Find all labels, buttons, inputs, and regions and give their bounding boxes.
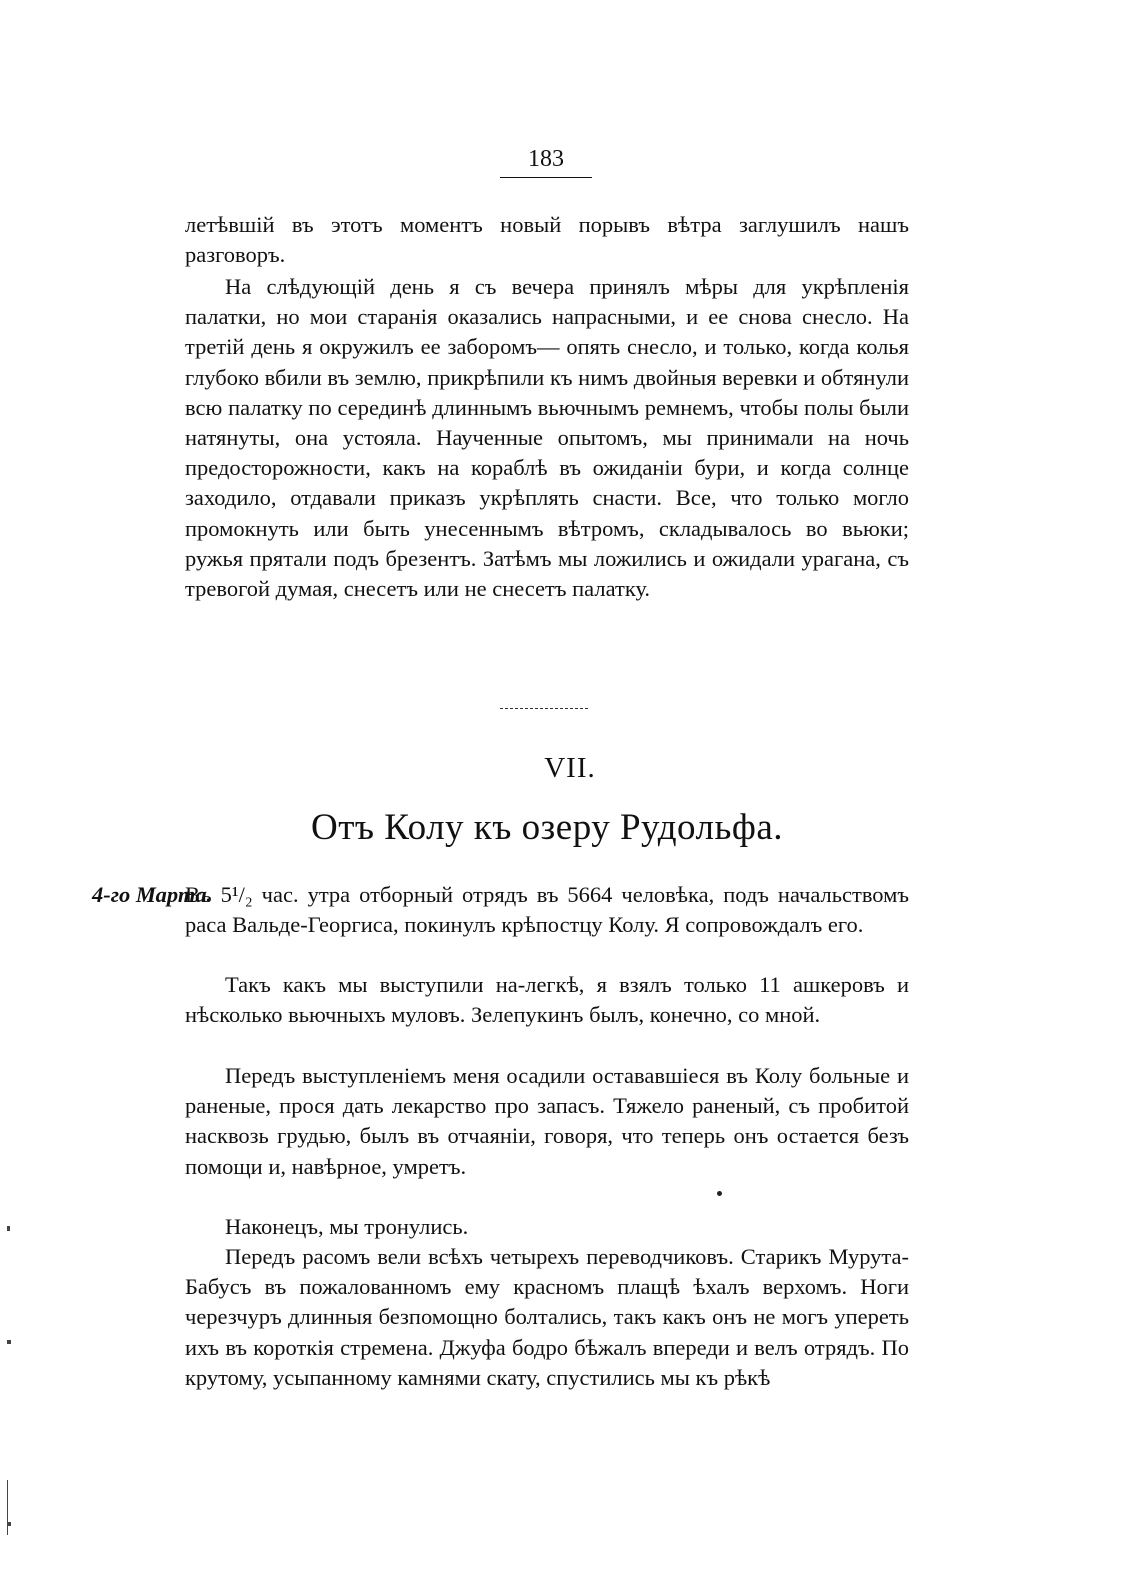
paragraph-departure <box>185 880 909 940</box>
section-separator <box>500 708 588 709</box>
margin-mark <box>7 1340 11 1344</box>
page-number: 183 <box>500 146 592 178</box>
paragraph-tent: На слѣдующій день я съ вечера принялъ мѣры для укрѣпленія палатки, но мои старанія оказались напрасными, и ее снова снесло. На третій день я окружилъ ее заборомъ— опять снесло, и только, когда колья глубоко вбили въ землю, прикрѣпили къ нимъ двойныя веревки и обтянули всю палатку по серединѣ длиннымъ вьючнымъ ремнемъ, чтобы полы были натянуты, она устояла. Наученные опытомъ, мы принимали на ночь предосторожности, какъ на кораблѣ въ ожиданіи бури, и когда солнце заходило, отдавали приказъ укрѣплять снасти. Все, что только могло промокнуть или быть унесеннымъ вѣтромъ, складывалось во вьюки; ружья прятали подъ брезентъ. Затѣмъ мы ложились и ожидали урагана, съ тревогой думая, снесетъ или не снесетъ палатку. <box>185 274 909 602</box>
paragraph-supplies: Такъ какъ мы выступили на-легкѣ, я взялъ только 11 ашкеровъ и нѣсколько вьючныхъ муловъ. Зелепукинъ былъ, конечно, со мной. <box>185 972 909 1028</box>
chapter-number: VII. <box>544 752 596 784</box>
diary-entry-date: 4-го Марта. <box>92 882 213 907</box>
paragraph-continuation: летѣвшій въ этотъ моментъ новый порывъ вѣтра заглушилъ нашъ разговоръ. <box>185 212 909 268</box>
chapter-title: Отъ Колу къ озеру Рудольфа. <box>310 807 784 848</box>
paragraph-interpreters: Передъ расомъ вели всѣхъ четырехъ переводчиковъ. Старикъ Мурута-Бабусъ въ пожалованномъ ему красномъ плащѣ ѣхалъ верхомъ. Ноги черезчуръ длинныя безпомощно болтались, такъ какъ онъ не могъ упереть ихъ въ короткія стремена. Джуфа бодро бѣжалъ впереди и велъ отрядъ. По крутому, усыпанному камнями скату, спустились мы къ рѣкѣ <box>185 1244 909 1390</box>
margin-mark <box>7 1480 8 1535</box>
paragraph-departure-text: Въ 5¹/₂ час. утра отборный отрядъ въ 5664 человѣка, подъ начальствомъ раса Вальде-Георгиса, покинулъ крѣпостцу Колу. Я сопровождалъ его. <box>185 882 909 938</box>
margin-mark <box>7 1226 10 1231</box>
paragraph-wounded: Передъ выступленіемъ меня осадили остававшіеся въ Колу больные и раненые, прося дать лекарство про запасъ. Тяжело раненый, съ пробитой насквозь грудью, былъ въ отчаяніи, говоря, что теперь онъ остается безъ помощи и, навѣрное, умретъ. <box>185 1063 909 1179</box>
print-speck <box>717 1191 722 1196</box>
margin-mark <box>7 1522 11 1526</box>
paragraph-moving: Наконецъ, мы тронулись. <box>225 1214 469 1239</box>
